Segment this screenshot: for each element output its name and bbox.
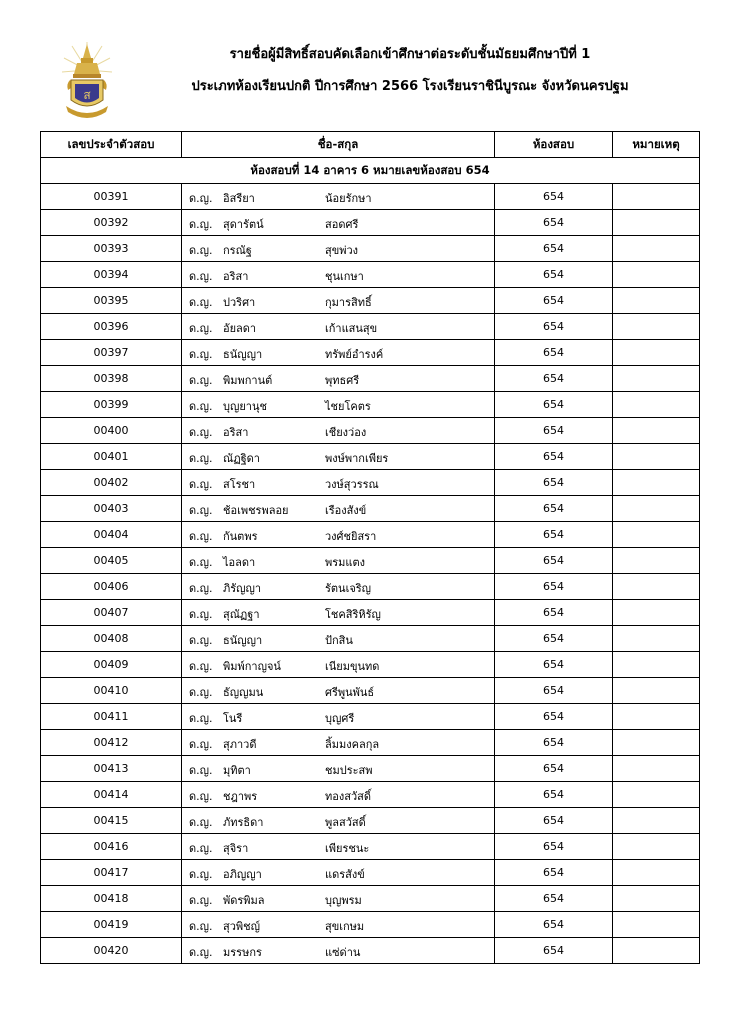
school-emblem-icon <box>60 40 114 118</box>
last-name: เชียงว่อง <box>325 426 367 439</box>
name-prefix: ด.ญ. <box>189 400 213 413</box>
table-row <box>41 574 700 600</box>
name-prefix: ด.ญ. <box>189 660 213 673</box>
last-name: ชุนเกษา <box>325 270 364 283</box>
name-cell <box>182 184 495 210</box>
exam-id-cell: 00408 <box>41 626 182 652</box>
column-header-note: หมายเหตุ <box>613 132 700 158</box>
name-cell <box>182 418 495 444</box>
exam-id-cell: 00415 <box>41 808 182 834</box>
room-cell: 654 <box>495 704 613 730</box>
room-cell: 654 <box>495 262 613 288</box>
last-name: สุขเกษม <box>325 920 365 933</box>
last-name: เก้าแสนสุข <box>325 322 378 335</box>
note-cell <box>613 418 700 444</box>
note-cell <box>613 626 700 652</box>
first-name: ณัฏฐิดา <box>223 452 260 465</box>
last-name: พุทธศรี <box>325 374 360 387</box>
first-name: สุภาวดี <box>223 738 257 751</box>
last-name: บุญพรม <box>325 894 362 907</box>
name-prefix: ด.ญ. <box>189 426 213 439</box>
name-prefix: ด.ญ. <box>189 608 213 621</box>
table-row <box>41 912 700 938</box>
last-name: เรืองสังข์ <box>325 504 367 517</box>
room-cell: 654 <box>495 210 613 236</box>
name-prefix: ด.ญ. <box>189 738 213 751</box>
room-cell: 654 <box>495 236 613 262</box>
name-prefix: ด.ญ. <box>189 556 213 569</box>
table-row <box>41 860 700 886</box>
exam-id-cell: 00412 <box>41 730 182 756</box>
candidate-table <box>40 131 700 964</box>
room-cell: 654 <box>495 418 613 444</box>
first-name: ปวริศา <box>223 296 256 309</box>
first-name: พิมพกานต์ <box>223 374 273 387</box>
first-name: ภัทรธิดา <box>223 816 264 829</box>
room-cell: 654 <box>495 782 613 808</box>
name-prefix: ด.ญ. <box>189 790 213 803</box>
first-name: ภิรัญญา <box>223 582 262 595</box>
room-cell: 654 <box>495 496 613 522</box>
table-row <box>41 184 700 210</box>
first-name: อริสา <box>223 270 249 283</box>
table-row <box>41 392 700 418</box>
exam-id-cell: 00417 <box>41 860 182 886</box>
name-prefix: ด.ญ. <box>189 868 213 881</box>
name-cell <box>182 288 495 314</box>
name-prefix: ด.ญ. <box>189 764 213 777</box>
table-row <box>41 652 700 678</box>
room-cell: 654 <box>495 600 613 626</box>
last-name: พรมแตง <box>325 556 366 569</box>
first-name: มรรษกร <box>223 946 262 959</box>
first-name: ไอลดา <box>223 556 256 569</box>
last-name: กุมารสิทธิ์ <box>325 296 372 309</box>
note-cell <box>613 366 700 392</box>
name-prefix: ด.ญ. <box>189 322 213 335</box>
table-row <box>41 496 700 522</box>
exam-id-cell: 00407 <box>41 600 182 626</box>
table-row <box>41 782 700 808</box>
room-cell: 654 <box>495 808 613 834</box>
table-row <box>41 522 700 548</box>
exam-id-cell: 00396 <box>41 314 182 340</box>
table-row <box>41 236 700 262</box>
room-cell: 654 <box>495 366 613 392</box>
room-cell: 654 <box>495 548 613 574</box>
note-cell <box>613 314 700 340</box>
name-prefix: ด.ญ. <box>189 478 213 491</box>
note-cell <box>613 600 700 626</box>
room-cell: 654 <box>495 392 613 418</box>
name-cell <box>182 652 495 678</box>
note-cell <box>613 730 700 756</box>
exam-id-cell: 00391 <box>41 184 182 210</box>
exam-id-cell: 00398 <box>41 366 182 392</box>
room-cell: 654 <box>495 626 613 652</box>
exam-id-cell: 00419 <box>41 912 182 938</box>
last-name: โชคสิริหิรัญ <box>325 608 381 621</box>
room-caption: ห้องสอบที่ 14 อาคาร 6 หมายเลขห้องสอบ 654 <box>41 158 700 184</box>
room-cell: 654 <box>495 886 613 912</box>
note-cell <box>613 236 700 262</box>
last-name: สอดศรี <box>325 218 359 231</box>
table-row <box>41 418 700 444</box>
note-cell <box>613 860 700 886</box>
note-cell <box>613 288 700 314</box>
name-prefix: ด.ญ. <box>189 452 213 465</box>
room-cell: 654 <box>495 288 613 314</box>
name-cell <box>182 730 495 756</box>
exam-id-cell: 00410 <box>41 678 182 704</box>
exam-id-cell: 00393 <box>41 236 182 262</box>
exam-id-cell: 00402 <box>41 470 182 496</box>
note-cell <box>613 652 700 678</box>
name-cell <box>182 574 495 600</box>
name-cell <box>182 236 495 262</box>
first-name: กรณัฐ <box>223 244 252 257</box>
room-cell: 654 <box>495 470 613 496</box>
room-cell: 654 <box>495 522 613 548</box>
first-name: พัดรพิมล <box>223 894 265 907</box>
name-cell <box>182 704 495 730</box>
last-name: วงศ์ชยิสรา <box>325 530 377 543</box>
room-caption-row <box>41 158 700 184</box>
last-name: รัตนเจริญ <box>325 582 372 595</box>
table-row <box>41 938 700 964</box>
name-prefix: ด.ญ. <box>189 816 213 829</box>
column-header-room: ห้องสอบ <box>495 132 613 158</box>
name-cell <box>182 600 495 626</box>
table-row <box>41 470 700 496</box>
name-cell <box>182 210 495 236</box>
last-name: วงษ์สุวรรณ <box>325 478 379 491</box>
column-header-name: ชื่อ-สกุล <box>182 132 495 158</box>
note-cell <box>613 470 700 496</box>
note-cell <box>613 808 700 834</box>
table-row <box>41 600 700 626</box>
first-name: สุวพิชญ์ <box>223 920 260 933</box>
document-title: รายชื่อผู้มีสิทธิ์สอบคัดเลือกเข้าศึกษาต่อระดับชั้นมัธยมศึกษาปีที่ 1 <box>229 47 591 62</box>
name-cell <box>182 444 495 470</box>
last-name: พงษ์พากเพียร <box>325 452 389 465</box>
name-cell <box>182 886 495 912</box>
exam-id-cell: 00392 <box>41 210 182 236</box>
room-cell: 654 <box>495 938 613 964</box>
note-cell <box>613 678 700 704</box>
table-row <box>41 730 700 756</box>
name-prefix: ด.ญ. <box>189 920 213 933</box>
exam-id-cell: 00418 <box>41 886 182 912</box>
note-cell <box>613 210 700 236</box>
name-prefix: ด.ญ. <box>189 270 213 283</box>
name-cell <box>182 314 495 340</box>
name-prefix: ด.ญ. <box>189 374 213 387</box>
first-name: อิสรียา <box>223 192 255 205</box>
room-cell: 654 <box>495 184 613 210</box>
first-name: ธนัญญา <box>223 634 263 647</box>
room-cell: 654 <box>495 834 613 860</box>
exam-id-cell: 00406 <box>41 574 182 600</box>
first-name: พิมพ์กาญจน์ <box>223 660 281 673</box>
first-name: บุญยานุช <box>223 400 267 413</box>
first-name: อภิญญา <box>223 868 262 881</box>
last-name: ปักสิน <box>325 634 353 647</box>
last-name: บุญศรี <box>325 712 355 725</box>
table-row <box>41 340 700 366</box>
first-name: ธัญญมน <box>223 686 264 699</box>
name-cell <box>182 548 495 574</box>
name-cell <box>182 366 495 392</box>
name-cell <box>182 262 495 288</box>
name-cell <box>182 938 495 964</box>
note-cell <box>613 574 700 600</box>
table-row <box>41 678 700 704</box>
note-cell <box>613 392 700 418</box>
room-cell: 654 <box>495 860 613 886</box>
first-name: กันตพร <box>223 530 258 543</box>
note-cell <box>613 756 700 782</box>
exam-id-cell: 00409 <box>41 652 182 678</box>
name-cell <box>182 808 495 834</box>
table-row <box>41 756 700 782</box>
exam-id-cell: 00400 <box>41 418 182 444</box>
note-cell <box>613 704 700 730</box>
exam-id-cell: 00413 <box>41 756 182 782</box>
last-name: เพียรชนะ <box>325 842 370 855</box>
room-cell: 654 <box>495 314 613 340</box>
last-name: ทรัพย์อำรงค์ <box>325 348 384 361</box>
name-prefix: ด.ญ. <box>189 634 213 647</box>
last-name: ชมประสพ <box>325 764 373 777</box>
name-prefix: ด.ญ. <box>189 712 213 725</box>
note-cell <box>613 834 700 860</box>
document-subtitle: ประเภทห้องเรียนปกติ ปีการศึกษา 2566 โรงเรียนราชินีบูรณะ จังหวัดนครปฐม <box>191 79 629 94</box>
first-name: ช้อเพชรพลอย <box>223 504 289 517</box>
table-row <box>41 704 700 730</box>
name-cell <box>182 860 495 886</box>
room-cell: 654 <box>495 340 613 366</box>
note-cell <box>613 262 700 288</box>
exam-id-cell: 00420 <box>41 938 182 964</box>
name-cell <box>182 756 495 782</box>
name-prefix: ด.ญ. <box>189 582 213 595</box>
exam-id-cell: 00405 <box>41 548 182 574</box>
room-cell: 654 <box>495 912 613 938</box>
first-name: อริสา <box>223 426 249 439</box>
exam-id-cell: 00416 <box>41 834 182 860</box>
first-name: โนรี <box>223 712 243 725</box>
exam-id-cell: 00414 <box>41 782 182 808</box>
last-name: ลิ้มมงคลกุล <box>325 738 380 751</box>
name-prefix: ด.ญ. <box>189 296 213 309</box>
room-cell: 654 <box>495 444 613 470</box>
room-cell: 654 <box>495 730 613 756</box>
first-name: สุณัฏฐา <box>223 608 260 621</box>
name-cell <box>182 678 495 704</box>
room-cell: 654 <box>495 678 613 704</box>
name-cell <box>182 626 495 652</box>
note-cell <box>613 912 700 938</box>
table-row <box>41 210 700 236</box>
first-name: ชฎาพร <box>223 790 258 803</box>
name-cell <box>182 522 495 548</box>
room-cell: 654 <box>495 574 613 600</box>
name-cell <box>182 340 495 366</box>
exam-id-cell: 00401 <box>41 444 182 470</box>
last-name: เนียมขุนทด <box>325 660 380 673</box>
table-header-row <box>41 132 700 158</box>
last-name: พูลสวัสดิ์ <box>325 816 366 829</box>
note-cell <box>613 340 700 366</box>
table-row <box>41 626 700 652</box>
note-cell <box>613 938 700 964</box>
note-cell <box>613 522 700 548</box>
note-cell <box>613 782 700 808</box>
note-cell <box>613 444 700 470</box>
name-prefix: ด.ญ. <box>189 686 213 699</box>
name-prefix: ด.ญ. <box>189 946 213 959</box>
name-cell <box>182 912 495 938</box>
table-row <box>41 262 700 288</box>
last-name: แดรสังข์ <box>325 868 365 881</box>
note-cell <box>613 548 700 574</box>
exam-id-cell: 00403 <box>41 496 182 522</box>
name-prefix: ด.ญ. <box>189 218 213 231</box>
name-prefix: ด.ญ. <box>189 244 213 257</box>
exam-id-cell: 00397 <box>41 340 182 366</box>
last-name: แซ่ด่าน <box>325 946 361 959</box>
last-name: น้อยรักษา <box>325 192 372 205</box>
note-cell <box>613 496 700 522</box>
last-name: ศรีพูนพันธ์ <box>325 686 375 699</box>
exam-id-cell: 00411 <box>41 704 182 730</box>
last-name: สุขพ่วง <box>325 244 359 257</box>
name-prefix: ด.ญ. <box>189 192 213 205</box>
name-prefix: ด.ญ. <box>189 894 213 907</box>
name-cell <box>182 782 495 808</box>
name-cell <box>182 496 495 522</box>
table-row <box>41 288 700 314</box>
column-header-exam-id: เลขประจำตัวสอบ <box>41 132 182 158</box>
table-row <box>41 548 700 574</box>
name-cell <box>182 834 495 860</box>
note-cell <box>613 886 700 912</box>
first-name: สุจิรา <box>223 842 249 855</box>
exam-id-cell: 00395 <box>41 288 182 314</box>
first-name: สโรชา <box>223 478 256 491</box>
room-cell: 654 <box>495 756 613 782</box>
first-name: มุทิตา <box>223 764 251 777</box>
table-row <box>41 366 700 392</box>
first-name: อัยลดา <box>223 322 257 335</box>
note-cell <box>613 184 700 210</box>
last-name: ไชยโคตร <box>325 400 371 413</box>
name-prefix: ด.ญ. <box>189 504 213 517</box>
exam-id-cell: 00394 <box>41 262 182 288</box>
name-prefix: ด.ญ. <box>189 530 213 543</box>
first-name: สุดารัตน์ <box>223 218 264 231</box>
name-prefix: ด.ญ. <box>189 842 213 855</box>
room-cell: 654 <box>495 652 613 678</box>
table-row <box>41 808 700 834</box>
table-row <box>41 444 700 470</box>
last-name: ทองสวัสดิ์ <box>325 790 371 803</box>
first-name: ธนัญญา <box>223 348 263 361</box>
table-row <box>41 886 700 912</box>
name-prefix: ด.ญ. <box>189 348 213 361</box>
svg-text:ส: ส <box>83 88 91 102</box>
table-row <box>41 314 700 340</box>
exam-id-cell: 00404 <box>41 522 182 548</box>
exam-id-cell: 00399 <box>41 392 182 418</box>
name-cell <box>182 470 495 496</box>
table-row <box>41 834 700 860</box>
name-cell <box>182 392 495 418</box>
